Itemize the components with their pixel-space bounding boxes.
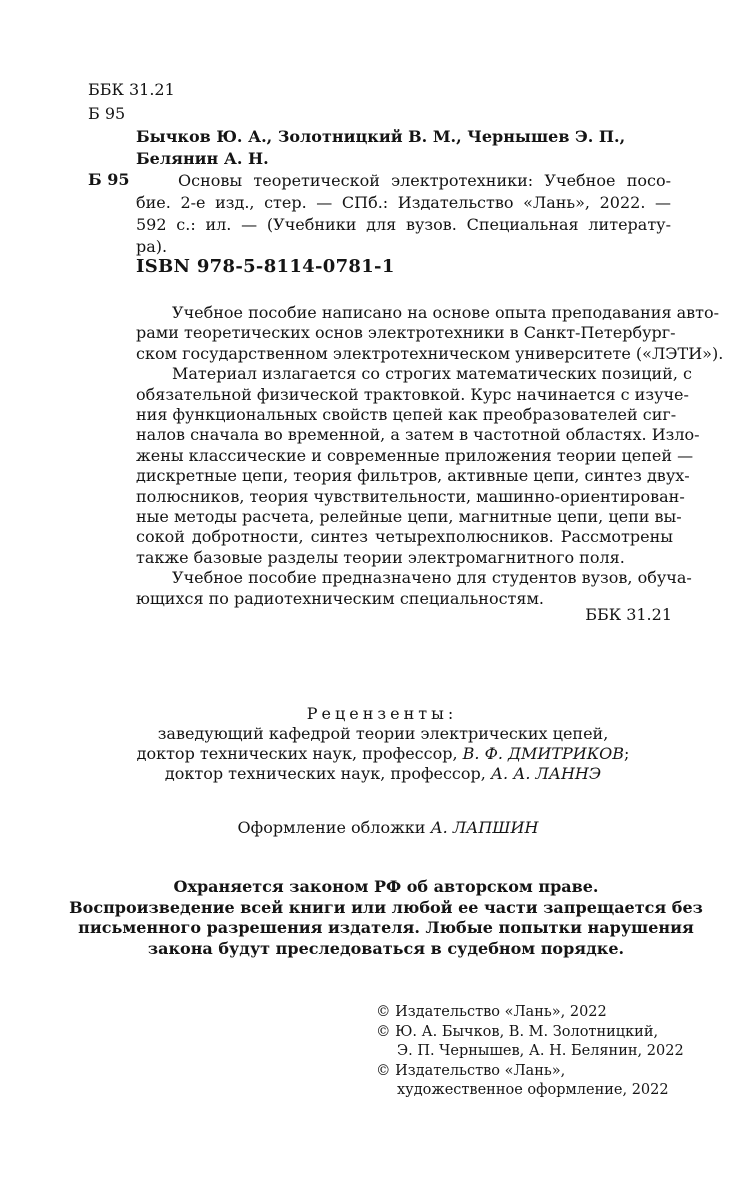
abstract-line: налов сначала во временной, а затем в частотной областях. Изло- [136, 425, 700, 445]
legal-notice [0, 877, 756, 959]
abstract-line: рами теоретических основ электротехники в Санкт-Петербург- [136, 323, 676, 343]
abstract-line: также базовые разделы теории электромагнитного поля. [136, 547, 625, 567]
abstract-line: ные методы расчета, релейные цепи, магнитные цепи, цепи вы- [136, 507, 682, 527]
abstract-line: жены классические и современные приложения теории цепей — [136, 445, 694, 465]
abstract-line: Материал излагается со строгих математических позиций, с [172, 364, 692, 384]
copyright-line: Э. П. Чернышев, А. Н. Белянин, 2022 [397, 1043, 684, 1059]
abstract-line: Учебное пособие предназначено для студентов вузов, обуча- [172, 568, 692, 588]
reviewer-2-name: В. Ф. ДМИТРИКОВ [462, 744, 625, 763]
authors-line-2: Белянин А. Н. [136, 149, 269, 168]
authors-line-1: Бычков Ю. А., Золотницкий В. М., Чернышев Э. П., [136, 127, 626, 146]
abstract-line: ском государственном электротехническом университете («ЛЭТИ»). [136, 343, 724, 363]
copyright-line: художественное оформление, 2022 [397, 1082, 669, 1098]
cover-design-label: Оформление обложки [237, 818, 431, 837]
cover-design-line [10, 818, 756, 838]
isbn: ISBN 978-5-8114-0781-1 [136, 256, 395, 277]
catalog-line: Основы теоретической электротехники: Учебное посо- [178, 171, 671, 190]
abstract-line: Учебное пособие написано на основе опыта преподавания авто- [172, 303, 720, 322]
catalog-line: 592 с.: ил. — (Учебники для вузов. Специальная литерату- [136, 215, 671, 234]
abstract-line: сокой добротности, синтез четырехполюсников. Рассмотрены [136, 527, 673, 547]
reviewers-block [0, 704, 756, 784]
catalog-description [136, 170, 671, 258]
reviewers-heading: Рецензенты: [306, 704, 458, 723]
reviewer-2-suffix: ; [624, 744, 630, 763]
reviewer-line-1: заведующий кафедрой теории электрических цепей, [157, 724, 609, 743]
reviewer-line-3 [0, 764, 756, 784]
reviewer-line-2 [0, 744, 756, 764]
abstract-line: ющихся по радиотехническим специальностям. [136, 588, 545, 608]
catalog-line: бие. 2-е изд., стер. — СПб.: Издательство «Лань», 2022. — [136, 193, 671, 212]
reviewer-2-title: доктор технических наук, профессор, [136, 744, 463, 763]
abstract-line: обязательной физической трактовкой. Курс начинается с изуче- [136, 384, 689, 404]
cover-design-name: А. ЛАПШИН [430, 818, 539, 837]
copyright-line: © Издательство «Лань», [376, 1062, 566, 1079]
abstract-line: полюсников, теория чувствительности, машинно-ориентирован- [136, 486, 685, 506]
reviewer-3-title: доктор технических наук, профессор, [164, 764, 491, 783]
catalog-code: Б 95 [88, 170, 130, 189]
copyright-line: © Издательство «Лань», 2022 [376, 1004, 607, 1020]
cover-design-credit [0, 818, 756, 838]
copyright-block [376, 1003, 684, 1101]
legal-line: закона будут преследоваться в судебном порядке. [147, 938, 625, 958]
reviewer-3-name: А. А. ЛАННЭ [490, 764, 602, 783]
bbk-footer: ББК 31.21 [585, 605, 672, 624]
author-mark: Б 95 [88, 104, 126, 123]
abstract-line: дискретные цепи, теория фильтров, активные цепи, синтез двух- [136, 466, 690, 486]
abstract-line: ния функциональных свойств цепей как преобразователей сиг- [136, 405, 677, 425]
abstract [136, 303, 724, 609]
bbk-code: ББК 31.21 [88, 80, 175, 99]
legal-line: Охраняется законом РФ об авторском праве. [173, 877, 599, 896]
legal-line: Воспроизведение всей книги или любой ее части запрещается без [69, 897, 703, 917]
catalog-line: ра). [136, 237, 168, 256]
legal-line: письменного разрешения издателя. Любые попытки нарушения [78, 918, 694, 937]
copyright-line: © Ю. А. Бычков, В. М. Золотницкий, [376, 1023, 659, 1040]
